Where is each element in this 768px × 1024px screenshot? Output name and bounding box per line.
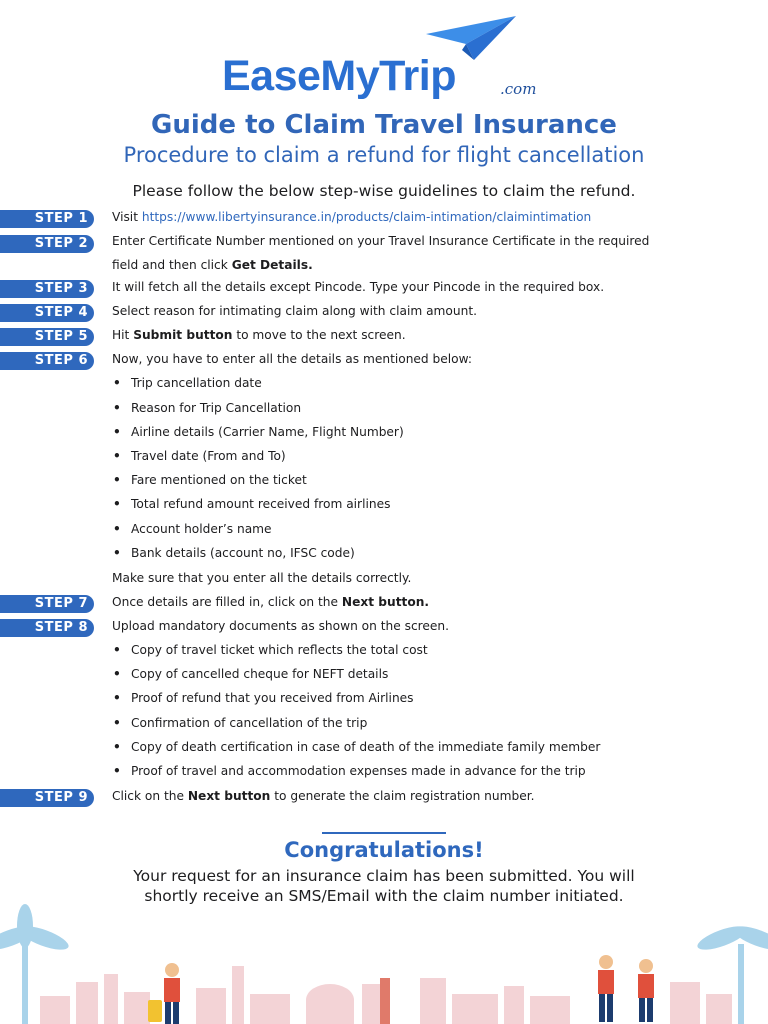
list-item-text: Copy of death certification in case of death of the immediate family member <box>131 740 601 754</box>
list-item <box>116 473 307 487</box>
page-title: Guide to Claim Travel Insurance <box>151 110 617 140</box>
step-9-post: to generate the claim registration number. <box>270 789 535 803</box>
step-badge-4: STEP 4 <box>0 304 94 322</box>
brand-suffix: .com <box>500 80 537 98</box>
step-9-text <box>112 784 752 808</box>
step-5-post: to move to the next screen. <box>232 328 406 342</box>
congrats-heading: Congratulations! <box>284 838 484 862</box>
list-item-text: Account holder’s name <box>131 522 272 536</box>
list-item <box>116 497 390 511</box>
brand-name: EaseMyTrip <box>222 52 456 100</box>
list-item <box>116 376 262 390</box>
step-badge-2: STEP 2 <box>0 235 94 253</box>
list-item-text: Copy of cancelled cheque for NEFT details <box>131 667 389 681</box>
divider <box>322 832 446 834</box>
step-badge-6: STEP 6 <box>0 352 94 370</box>
list-item-text: Proof of travel and accommodation expenses made in advance for the trip <box>131 764 586 778</box>
list-item-text: Airline details (Carrier Name, Flight Number) <box>131 425 404 439</box>
step-5-text <box>112 323 752 347</box>
list-item <box>116 764 586 778</box>
final-line-1: Your request for an insurance claim has been submitted. You will <box>133 867 635 885</box>
step-9-pre: Click on the <box>112 789 188 803</box>
list-item <box>116 449 286 463</box>
traveller-icon <box>148 963 180 1024</box>
step-2-line1: Enter Certificate Number mentioned on your Travel Insurance Certificate in the required <box>112 234 650 248</box>
list-item-text: Reason for Trip Cancellation <box>131 401 302 415</box>
list-item-text: Confirmation of cancellation of the trip <box>131 716 368 730</box>
list-item-text: Copy of travel ticket which reflects the total cost <box>131 643 428 657</box>
step-5-pre: Hit <box>112 328 134 342</box>
step-7-pre: Once details are filled in, click on the <box>112 595 342 609</box>
list-item <box>116 691 414 705</box>
step-4-text: Select reason for intimating claim along with claim amount. <box>112 304 477 318</box>
list-item <box>116 740 600 754</box>
step-7-text <box>112 590 752 614</box>
travellers-icon <box>598 955 654 1022</box>
list-item-text: Trip cancellation date <box>131 376 262 390</box>
brand-logo <box>218 14 558 104</box>
page-subtitle: Procedure to claim a refund for flight cancellation <box>123 143 645 167</box>
claim-intimation-link[interactable]: https://www.libertyinsurance.in/products/claim-intimation/claimintimation <box>141 210 592 224</box>
step-2-text <box>112 229 752 277</box>
list-item-text: Bank details (account no, IFSC code) <box>131 546 355 560</box>
step-badge-9: STEP 9 <box>0 789 94 807</box>
list-item <box>116 716 367 730</box>
list-item <box>116 522 272 536</box>
list-item-text: Proof of refund that you received from Airlines <box>131 691 414 705</box>
final-message <box>40 866 728 906</box>
step-2-bold: Get Details. <box>231 258 313 272</box>
step-1-pre: Visit <box>112 210 142 224</box>
tower-icon <box>380 978 390 1024</box>
step-badge-7: STEP 7 <box>0 595 94 613</box>
step-badge-1: STEP 1 <box>0 210 94 228</box>
list-item-text: Travel date (From and To) <box>131 449 286 463</box>
list-item-text: Total refund amount received from airlines <box>131 497 391 511</box>
step-5-bold: Submit button <box>133 328 233 342</box>
travel-skyline-illustration <box>0 904 768 1024</box>
step-3-text: It will fetch all the details except Pincode. Type your Pincode in the required box. <box>112 280 605 294</box>
step-6-text: Now, you have to enter all the details as mentioned below: <box>112 352 473 366</box>
step-6-note: Make sure that you enter all the details correctly. <box>112 571 412 585</box>
list-item-text: Fare mentioned on the ticket <box>131 473 307 487</box>
step-8-text: Upload mandatory documents as shown on the screen. <box>112 619 450 633</box>
list-item <box>116 667 388 681</box>
final-line-2: shortly receive an SMS/Email with the claim number initiated. <box>144 887 624 905</box>
step-1-text <box>112 205 752 229</box>
intro-text: Please follow the below step-wise guidelines to claim the refund. <box>132 182 636 200</box>
step-2-line2: field and then click <box>112 258 232 272</box>
list-item <box>116 401 301 415</box>
step-7-bold: Next button. <box>341 595 430 609</box>
list-item <box>116 546 355 560</box>
step-badge-5: STEP 5 <box>0 328 94 346</box>
step-badge-3: STEP 3 <box>0 280 94 298</box>
step-9-bold: Next button <box>187 789 271 803</box>
list-item <box>116 643 428 657</box>
list-item <box>116 425 404 439</box>
step-badge-8: STEP 8 <box>0 619 94 637</box>
